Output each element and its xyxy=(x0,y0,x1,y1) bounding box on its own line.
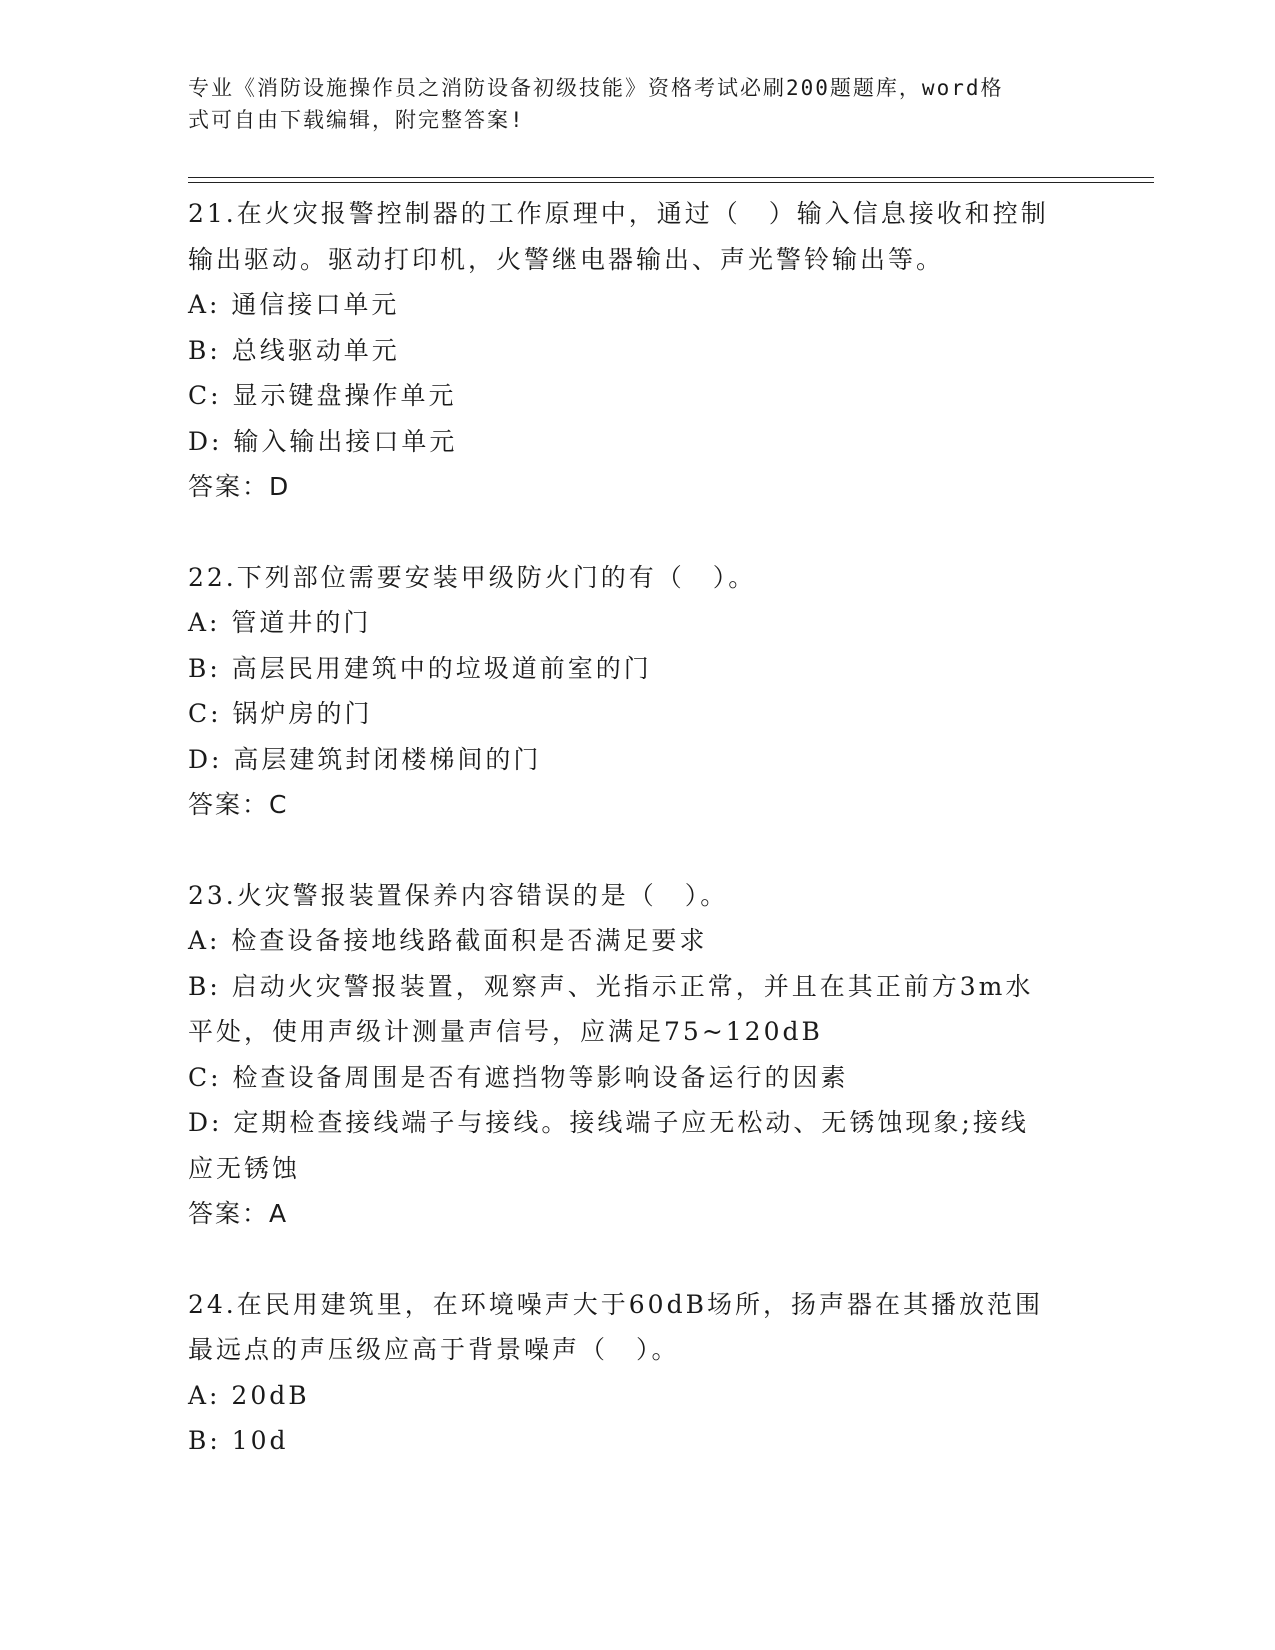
option-text: D: 高层建筑封闭楼梯间的门 xyxy=(188,744,542,774)
option-text: C: 显示键盘操作单元 xyxy=(188,381,457,410)
option-text: C: 锅炉房的门 xyxy=(188,699,373,728)
header-line: 专业《消防设施操作员之消防设备初级技能》资格考试必刷200题题库，word格 xyxy=(188,76,1004,100)
option-text: B: 总线驱动单元 xyxy=(188,335,400,365)
answer-text: 答案：D xyxy=(188,472,291,501)
question-text: 22.下列部位需要安装甲级防火门的有（ ）。 xyxy=(188,562,757,592)
option-text: C: 检查设备周围是否有遮挡物等影响设备运行的因素 xyxy=(188,1062,849,1092)
option-text: B: 10d xyxy=(188,1426,289,1455)
question-text: 24.在民用建筑里，在环境噪声大于60dB场所，扬声器在其播放范围 xyxy=(188,1289,1043,1319)
option-text: D: 输入输出接口单元 xyxy=(188,426,458,456)
option-text: D: 定期检查接线端子与接线。接线端子应无松动、无锈蚀现象;接线 xyxy=(188,1108,1029,1137)
question-block xyxy=(188,555,1088,828)
answer-text: 答案：C xyxy=(188,790,289,819)
header-divider xyxy=(188,182,1154,183)
option-text: A: 20dB xyxy=(188,1380,310,1410)
document-header xyxy=(188,72,1068,136)
answer-text: 答案：A xyxy=(188,1199,289,1228)
option-text: B: 高层民用建筑中的垃圾道前室的门 xyxy=(188,653,652,683)
option-text: 应无锈蚀 xyxy=(188,1153,301,1183)
header-line: 式可自由下载编辑，附完整答案! xyxy=(188,108,525,132)
question-block xyxy=(188,191,1088,510)
question-text: 23.火灾警报装置保养内容错误的是（ ）。 xyxy=(188,880,729,910)
option-text: B: 启动火灾警报装置，观察声、光指示正常，并且在其正前方3m水 xyxy=(188,971,1034,1001)
question-text: 最远点的声压级应高于背景噪声（ ）。 xyxy=(188,1335,680,1364)
option-text: A: 检查设备接地线路截面积是否满足要求 xyxy=(188,926,708,955)
question-block xyxy=(188,1282,1088,1464)
question-list xyxy=(188,191,1088,1509)
question-text: 输出驱动。驱动打印机，火警继电器输出、声光警铃输出等。 xyxy=(188,244,945,274)
option-text: A: 管道井的门 xyxy=(188,608,372,637)
question-block xyxy=(188,873,1088,1237)
option-text: A: 通信接口单元 xyxy=(188,290,400,319)
header-divider xyxy=(188,177,1154,178)
question-text: 21.在火灾报警控制器的工作原理中，通过（ ）输入信息接收和控制 xyxy=(188,199,1049,228)
option-text: 平处，使用声级计测量声信号，应满足75~120dB xyxy=(188,1017,823,1046)
